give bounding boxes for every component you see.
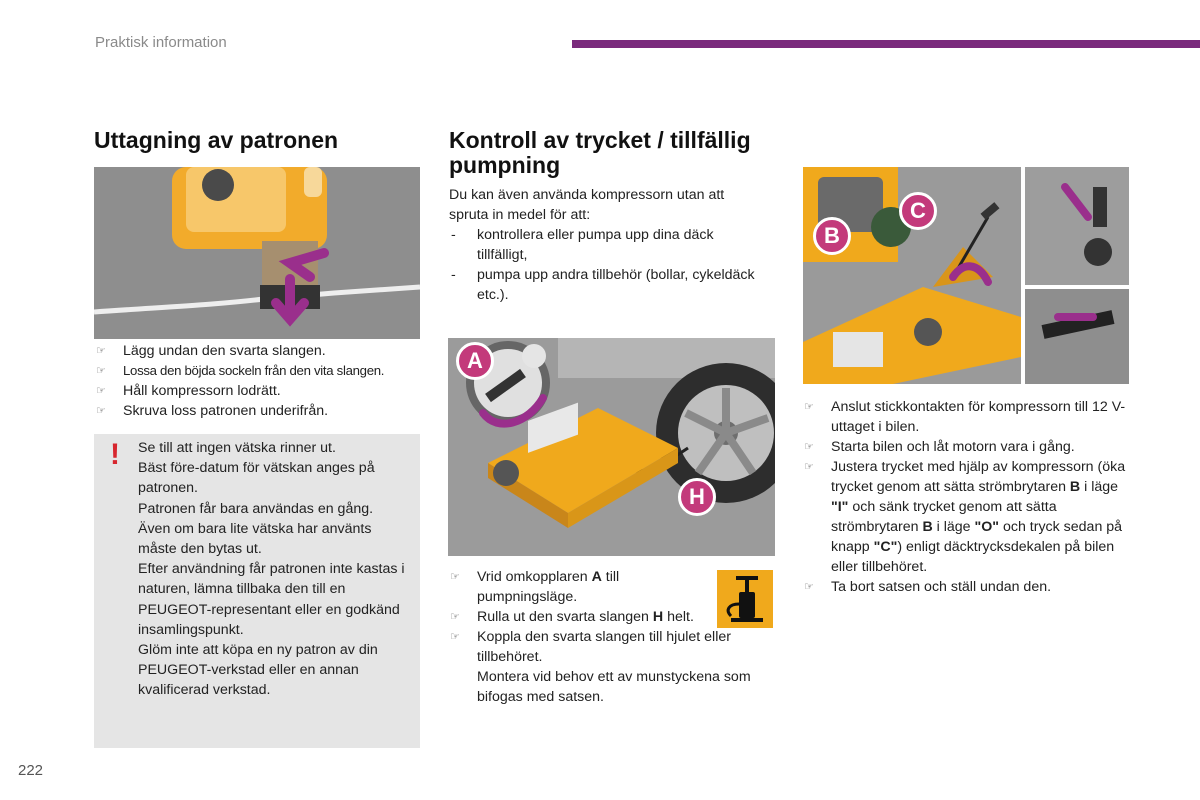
list-item: ☞ Justera trycket med hjälp av kompressorn (öka trycket genom att sätta strömbrytaren B i läge "I" och sänk trycket genom att sätta strömbrytaren B i läge "O" och tryck sedan på knapp "C") enligt däcktrycksdekalen på bilen eller tillbehöret. (804, 459, 1126, 575)
label-b-badge: B (813, 217, 851, 255)
cartridge-removal-illustration (94, 167, 420, 339)
hand-pointer-icon: ☞ (804, 581, 814, 593)
middle-section-title: Kontroll av trycket / tillfällig pumpning (449, 127, 751, 178)
list-item: ☞ Lägg undan den svarta slangen. (96, 343, 326, 359)
hand-pointer-icon: ☞ (450, 631, 460, 643)
section-header: Praktisk information (95, 34, 227, 51)
hand-pointer-icon: ☞ (804, 401, 814, 413)
list-item: ☞ Vrid omkopplaren A till pumpningsläge. (450, 569, 620, 605)
hand-pointer-icon: ☞ (450, 571, 460, 583)
list-item: - pumpa upp andra tillbehör (bollar, cykeldäck etc.). (451, 267, 755, 303)
warning-exclamation-icon: ! (110, 438, 120, 471)
list-item: - kontrollera eller pumpa upp dina däck tillfälligt, (451, 227, 714, 263)
list-item: ☞ Rulla ut den svarta slangen H helt. (450, 609, 694, 625)
hand-pointer-icon: ☞ (96, 405, 106, 417)
list-item: ☞ Koppla den svarta slangen till hjulet eller tillbehöret. (450, 629, 731, 665)
hand-pointer-icon: ☞ (804, 461, 814, 473)
right-steps (803, 397, 1133, 597)
hand-pointer-icon: ☞ (96, 365, 106, 377)
label-h-badge: H (678, 478, 716, 516)
list-item: ☞ Lossa den böjda sockeln från den vita slangen. (95, 361, 425, 381)
hand-pointer-icon: ☞ (96, 385, 106, 397)
label-a-badge: A (456, 342, 494, 380)
label-c-badge: C (899, 192, 937, 230)
list-item: ☞ Skruva loss patronen underifrån. (96, 403, 329, 419)
warning-text: Se till att ingen vätska rinner ut. Bäst före-datum för vätskan anges på patronen. Patronen får bara användas en gång. Även om bara lite vätska har använts måste den bytas ut. Efter användning får patronen inte kastas i naturen, lämna tillbaka den till en PEUGEOT-representant eller en godkänd insamlingspunkt. Glöm inte att köpa en ny patron av din PEUGEOT-verkstad eller en annan kvalificerad verkstad. (138, 440, 405, 699)
compressor-controls-illustration (803, 167, 1129, 384)
list-item: ☞ Ta bort satsen och ställ undan den. (804, 579, 1052, 595)
list-item: ☞ Anslut stickkontakten för kompressorn till 12 V-uttaget i bilen. (804, 399, 1126, 435)
tire-pump-icon (717, 570, 773, 628)
list-item: ☞ Håll kompressorn lodrätt. (96, 383, 281, 399)
compressor-wheel-illustration (448, 338, 775, 556)
warning-box (94, 434, 420, 748)
header-accent-bar (572, 40, 1200, 48)
hand-pointer-icon: ☞ (804, 441, 814, 453)
left-bullet-list (95, 341, 425, 421)
left-section-title: Uttagning av patronen (94, 127, 339, 153)
hand-pointer-icon: ☞ (96, 345, 106, 357)
middle-intro: Du kan även använda kompressorn utan att spruta in medel för att: - kontrollera eller pumpa upp dina däck tillfälligt, - pumpa upp andra tillbehör (bollar, cykeldäck etc.). (449, 185, 764, 305)
page-number: 222 (18, 762, 44, 779)
hand-pointer-icon: ☞ (450, 611, 460, 623)
middle-note: Montera vid behov ett av munstyckena som bifogas med satsen. (477, 669, 751, 705)
list-item: ☞ Starta bilen och låt motorn vara i gång. (804, 439, 1075, 455)
